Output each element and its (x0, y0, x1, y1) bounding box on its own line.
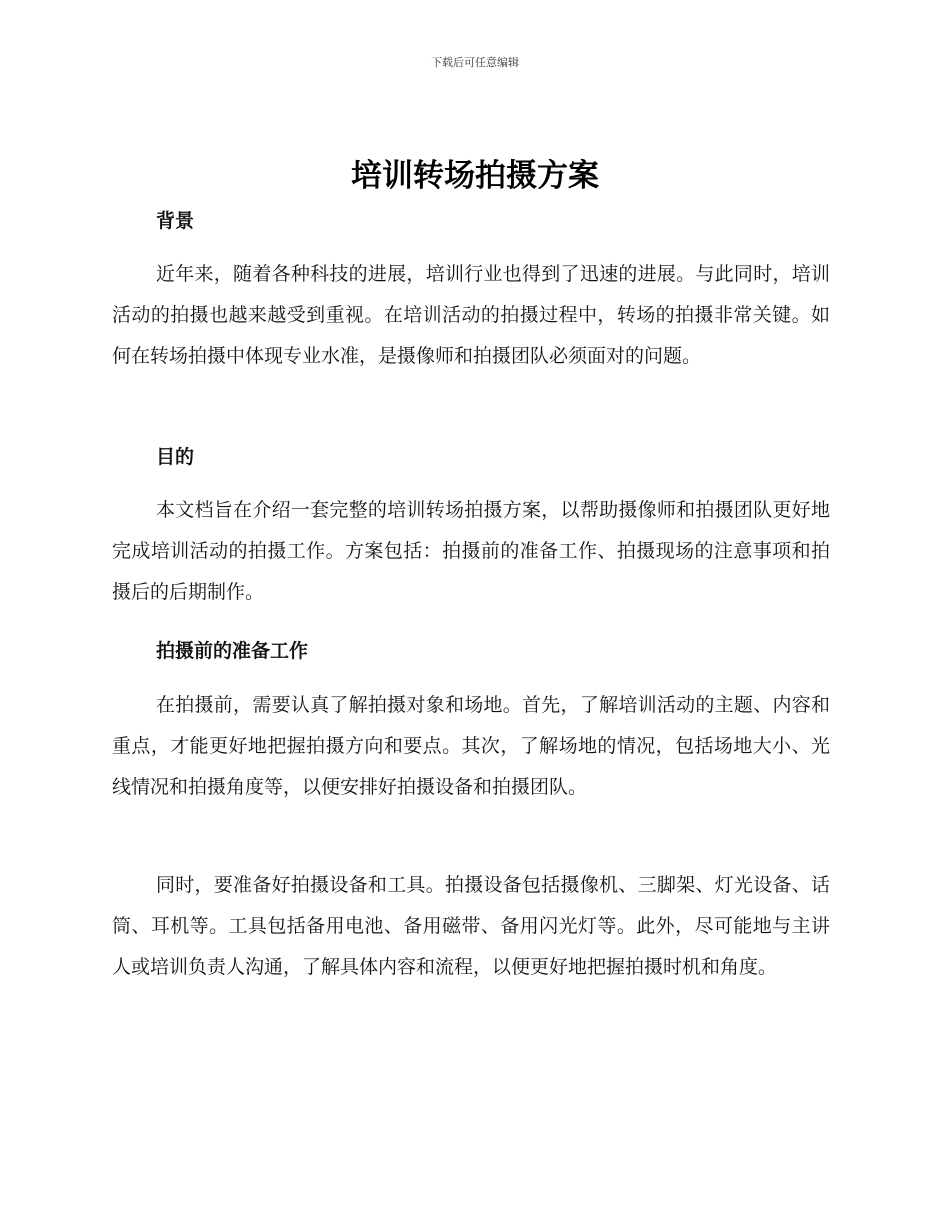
section-heading-preparation: 拍摄前的准备工作 (156, 640, 309, 662)
section-heading-purpose: 目的 (156, 446, 195, 468)
header-note: 下载后可任意编辑 (431, 56, 519, 69)
section-heading-background: 背景 (156, 210, 195, 232)
paragraph-preparation-1: 在拍摄前，需要认真了解拍摄对象和场地。首先，了解培训活动的主题、内容和重点，才能更好地把握拍摄方向和要点。其次，了解场地的情况，包括场地大小、光线情况和拍摄角度等，以便安排好拍摄设备和拍摄团队。 (112, 694, 830, 798)
paragraph-background: 近年来，随着各种科技的进展，培训行业也得到了迅速的进展。与此同时，培训活动的拍摄也越来越受到重视。在培训活动的拍摄过程中，转场的拍摄非常关键。如何在转场拍摄中体现专业水准，是摄像师和拍摄团队必须面对的问题。 (112, 263, 830, 367)
document-title: 培训转场拍摄方案 (351, 158, 599, 194)
paragraph-preparation-2: 同时，要准备好拍摄设备和工具。拍摄设备包括摄像机、三脚架、灯光设备、话筒、耳机等。工具包括备用电池、备用磁带、备用闪光灯等。此外，尽可能地与主讲人或培训负责人沟通，了解具体内容和流程，以便更好地把握拍摄时机和角度。 (112, 874, 830, 978)
paragraph-purpose: 本文档旨在介绍一套完整的培训转场拍摄方案，以帮助摄像师和拍摄团队更好地完成培训活动的拍摄工作。方案包括：拍摄前的准备工作、拍摄现场的注意事项和拍摄后的后期制作。 (112, 499, 830, 603)
